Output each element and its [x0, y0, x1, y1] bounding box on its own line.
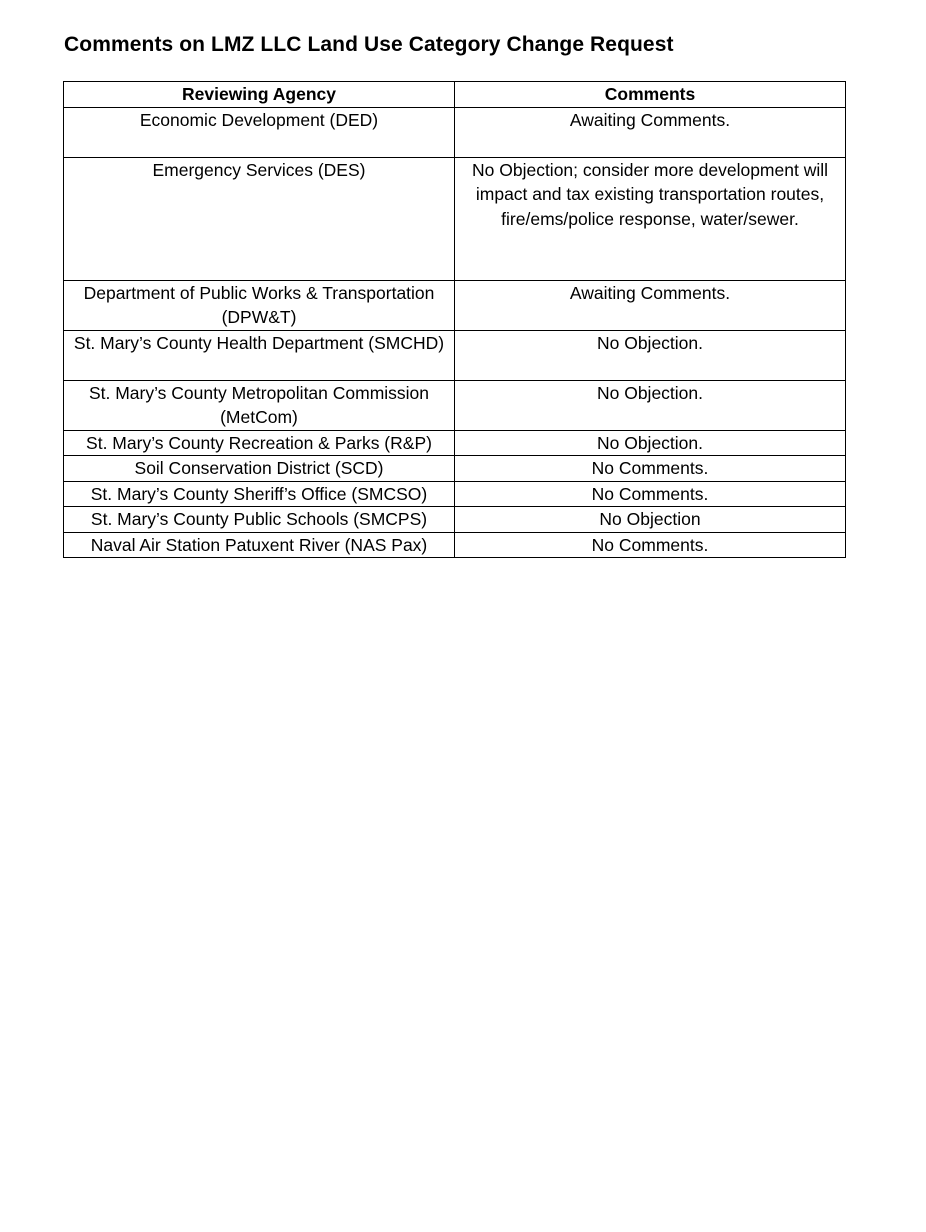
table-row [64, 430, 846, 456]
agency-cell: Soil Conservation District (SCD) [64, 456, 455, 482]
agency-comments-table [63, 81, 846, 558]
comment-cell: Awaiting Comments. [455, 280, 846, 330]
agency-cell: St. Mary’s County Health Department (SMCHD) [64, 330, 455, 380]
table-row [64, 280, 846, 330]
agency-cell: Naval Air Station Patuxent River (NAS Pax) [64, 532, 455, 558]
table-row [64, 507, 846, 533]
comment-cell: No Comments. [455, 532, 846, 558]
agency-cell: Economic Development (DED) [64, 107, 455, 157]
table-row [64, 380, 846, 430]
comment-cell: No Objection. [455, 380, 846, 430]
comment-cell: No Objection. [455, 430, 846, 456]
table-row [64, 157, 846, 280]
header-reviewing-agency: Reviewing Agency [64, 82, 455, 108]
header-comments: Comments [455, 82, 846, 108]
comment-cell: No Comments. [455, 456, 846, 482]
comment-cell: No Objection [455, 507, 846, 533]
agency-cell: St. Mary’s County Metropolitan Commission (MetCom) [64, 380, 455, 430]
comment-cell: Awaiting Comments. [455, 107, 846, 157]
table-row [64, 532, 846, 558]
agency-cell: St. Mary’s County Recreation & Parks (R&P) [64, 430, 455, 456]
table-row [64, 107, 846, 157]
comment-cell: No Objection; consider more development will impact and tax existing transportation routes, fire/ems/police response, water/sewer. [455, 157, 846, 280]
table-row [64, 481, 846, 507]
table-header-row [64, 82, 846, 108]
agency-cell: Department of Public Works & Transportation (DPW&T) [64, 280, 455, 330]
comment-cell: No Objection. [455, 330, 846, 380]
table-row [64, 456, 846, 482]
agency-cell: St. Mary’s County Sheriff’s Office (SMCSO) [64, 481, 455, 507]
table-row [64, 330, 846, 380]
document-title: Comments on LMZ LLC Land Use Category Change Request [64, 33, 674, 56]
comment-cell: No Comments. [455, 481, 846, 507]
agency-cell: Emergency Services (DES) [64, 157, 455, 280]
agency-cell: St. Mary’s County Public Schools (SMCPS) [64, 507, 455, 533]
